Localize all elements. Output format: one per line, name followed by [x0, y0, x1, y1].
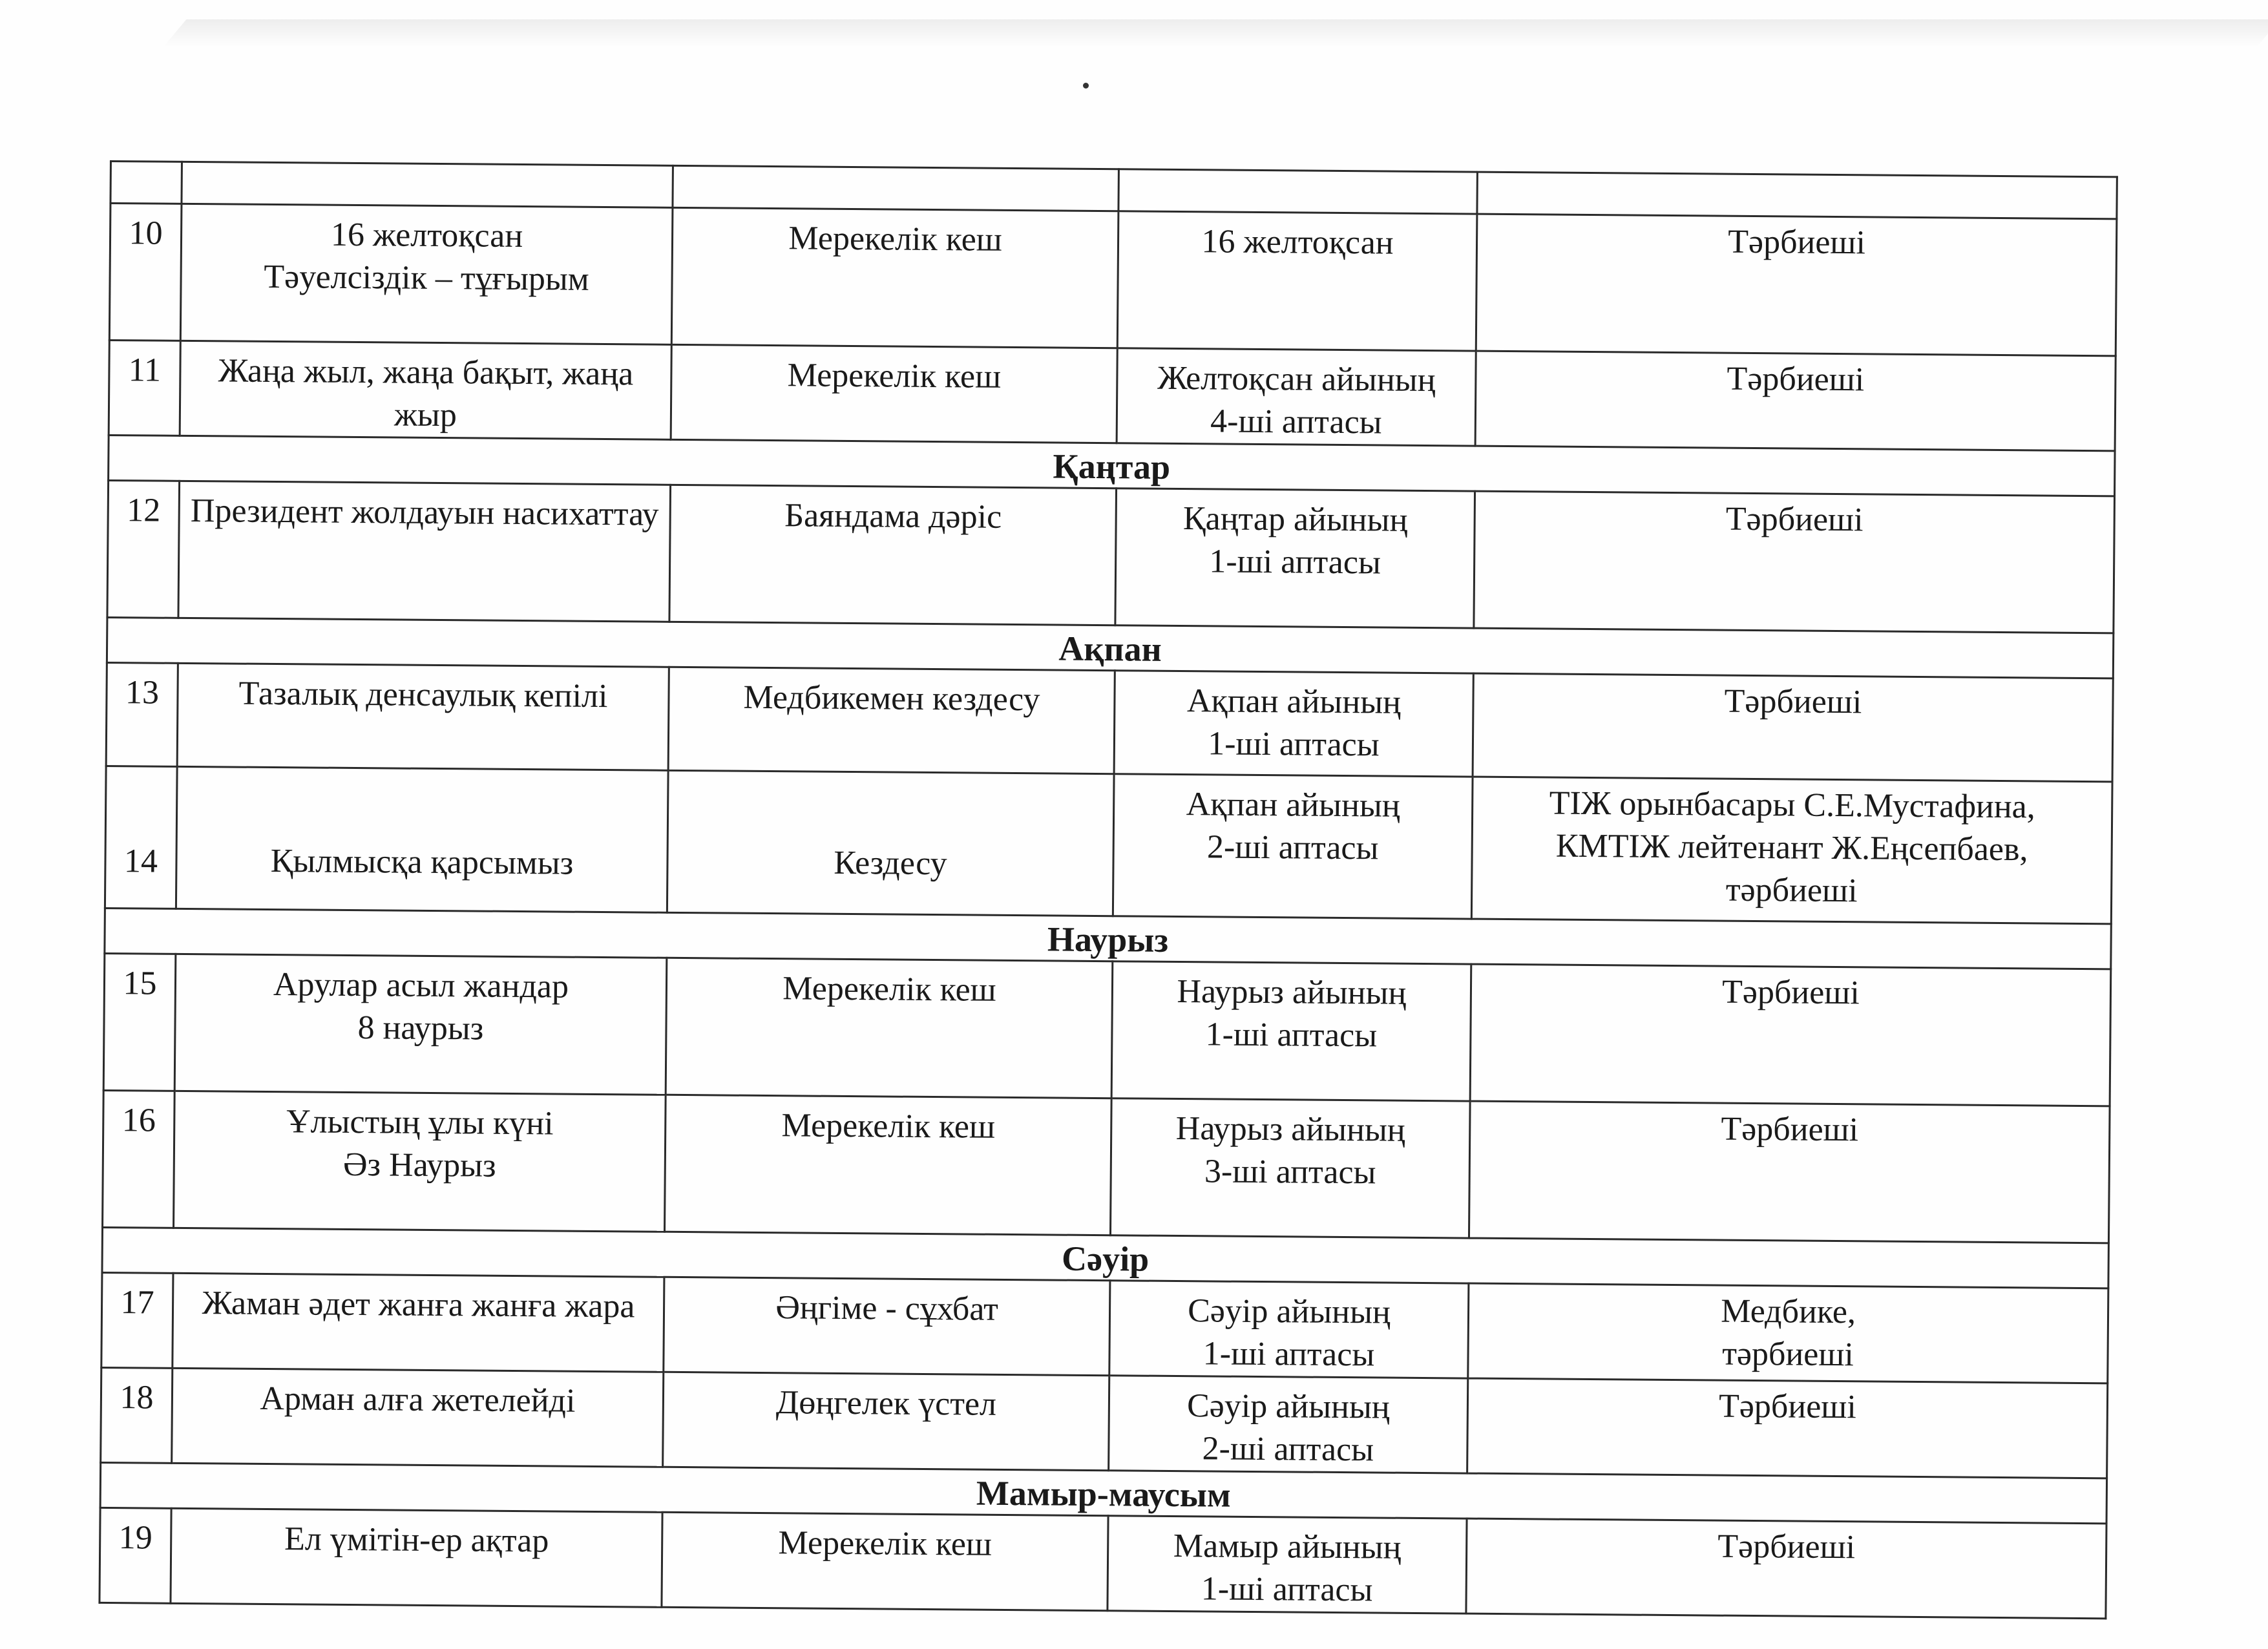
month-heading: Наурыз [105, 908, 2111, 969]
table-row [100, 1507, 2106, 1618]
table-row [101, 1272, 2108, 1383]
event-title: Тазалық денсаулық кепілі [177, 663, 669, 770]
empty-cell [1118, 169, 1477, 214]
event-responsible: Тәрбиеші [1474, 491, 2115, 633]
event-title: Арман алға жетелейді [172, 1368, 664, 1467]
table-row [103, 1090, 2110, 1243]
event-responsible: Тәрбиеші [1467, 1378, 2108, 1478]
row-number: 13 [106, 662, 178, 766]
event-form: Әңгіме - сұхбат [664, 1277, 1110, 1375]
event-title: Ел үмітін-ер ақтар [171, 1508, 662, 1607]
event-date: Сәуір айының 2-ші аптасы [1109, 1376, 1468, 1473]
month-heading: Мамыр-маусым [100, 1462, 2106, 1523]
event-form: Мерекелік кеш [671, 207, 1118, 348]
event-plan-table [98, 160, 2117, 1619]
row-number: 18 [101, 1367, 173, 1463]
table-row [101, 1367, 2108, 1478]
month-heading: Ақпан [107, 617, 2113, 678]
empty-cell [673, 165, 1118, 211]
empty-cell [110, 162, 182, 204]
event-form: Медбикемен кездесу [668, 667, 1115, 773]
event-form: Мерекелік кеш [666, 958, 1113, 1098]
event-date: Мамыр айының 1-ші аптасы [1108, 1516, 1467, 1613]
event-responsible: Медбике, тәрбиеші [1468, 1283, 2108, 1383]
event-date: Наурыз айының 1-ші аптасы [1111, 961, 1471, 1101]
event-responsible: Тәрбиеші [1469, 1101, 2110, 1243]
table-row [109, 341, 2116, 451]
event-date: Ақпан айының 1-ші аптасы [1114, 671, 1473, 777]
scan-edge-shadow [163, 19, 2268, 48]
event-date: Қаңтар айының 1-ші аптасы [1115, 488, 1475, 628]
row-number: 10 [109, 204, 182, 341]
event-form: Дөңгелек үстел [663, 1372, 1109, 1470]
table-row [109, 204, 2117, 356]
table-row [105, 766, 2112, 923]
row-number: 17 [101, 1272, 173, 1368]
event-title: Жаман әдет жанға жанға жара [173, 1273, 664, 1372]
event-form: Мерекелік кеш [662, 1512, 1108, 1610]
table-row [107, 480, 2115, 633]
event-title: Арулар асыл жандар 8 наурыз [174, 954, 667, 1095]
row-number: 14 [105, 766, 177, 909]
event-title: Жаңа жыл, жаңа бақыт, жаңа жыр [180, 341, 671, 439]
table-row [106, 662, 2113, 781]
event-form: Баяндама дәріс [669, 485, 1117, 625]
event-plan-sheet [98, 160, 2116, 1619]
empty-cell [1477, 172, 2117, 219]
row-number: 19 [100, 1507, 171, 1603]
event-responsible: Тәрбиеші [1473, 673, 2113, 782]
month-heading: Қаңтар [109, 435, 2115, 496]
event-date: Наурыз айының 3-ші аптасы [1110, 1098, 1470, 1238]
empty-cell [182, 162, 673, 207]
event-date: Желтоқсан айының 4-ші аптасы [1117, 348, 1476, 446]
event-responsible: Тәрбиеші [1466, 1518, 2106, 1619]
event-date: 16 желтоқсан [1117, 211, 1477, 351]
row-number: 15 [103, 953, 176, 1091]
event-responsible: Тәрбиеші [1476, 214, 2117, 356]
event-date: Ақпан айының 2-ші аптасы [1113, 774, 1473, 919]
event-title: Ұлыстың ұлы күні Әз Наурыз [174, 1091, 666, 1232]
row-number: 12 [107, 480, 180, 618]
row-number: 11 [109, 341, 180, 436]
table-row [103, 953, 2111, 1106]
event-title: Президент жолдауын насихаттау [178, 481, 671, 622]
row-number: 16 [103, 1090, 175, 1228]
event-form: Мерекелік кеш [671, 344, 1117, 443]
event-title: 16 желтоқсан Тәуелсіздік – тұғырым [180, 204, 673, 344]
event-title: Қылмысқа қарсымыз [176, 766, 668, 912]
event-responsible: ТІЖ орынбасары С.Е.Мустафина, КМТІЖ лейтенант Ж.Еңсепбаев, тәрбиеші [1471, 777, 2112, 924]
event-form: Кездесу [667, 770, 1114, 916]
event-responsible: Тәрбиеші [1470, 964, 2111, 1106]
event-responsible: Тәрбиеші [1475, 351, 2116, 451]
month-heading: Сәуір [102, 1227, 2108, 1288]
scan-dot [1083, 83, 1089, 89]
event-date: Сәуір айының 1-ші аптасы [1109, 1281, 1469, 1378]
event-form: Мерекелік кеш [665, 1095, 1112, 1235]
